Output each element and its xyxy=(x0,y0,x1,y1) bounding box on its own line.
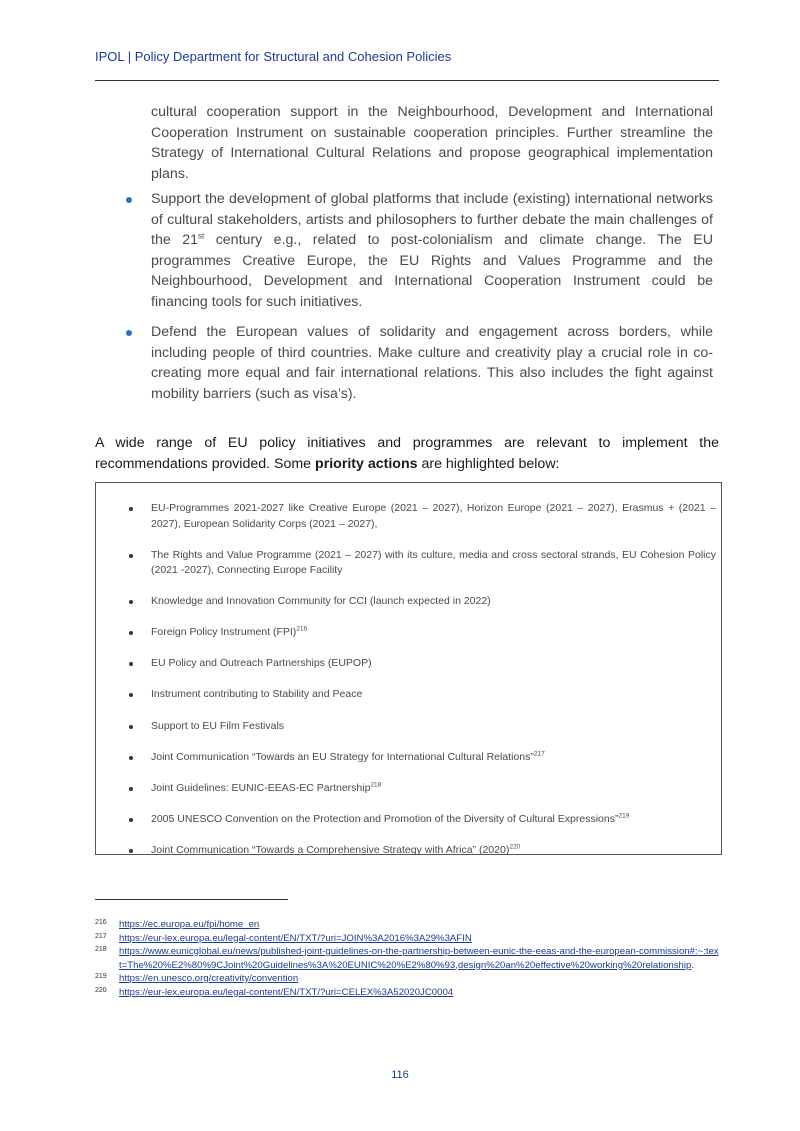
priority-item-text: Foreign Policy Instrument (FPI) xyxy=(151,626,297,639)
priority-item-text: 2005 UNESCO Convention on the Protection and Promotion of the Diversity of Cultural Expressions” xyxy=(151,812,619,825)
bullet-icon xyxy=(129,507,133,511)
bullet-icon xyxy=(129,631,133,635)
priority-item-text: Joint Communication “Towards a Comprehensive Strategy with Africa” (2020) xyxy=(151,843,510,855)
priority-item xyxy=(96,548,721,579)
priority-item xyxy=(96,594,721,610)
bullet-icon xyxy=(126,330,132,336)
priority-item-text: Joint Guidelines: EUNIC-EEAS-EC Partnership xyxy=(151,781,371,794)
footnote-link[interactable]: https://eur-lex.europa.eu/legal-content/EN/TXT/?uri=CELEX%3A52020JC0004 xyxy=(119,986,454,998)
bullet-icon xyxy=(126,197,132,203)
footnote xyxy=(95,932,720,946)
footnote-link[interactable]: https://eur-lex.europa.eu/legal-content/EN/TXT/?uri=JOIN%3A2016%3A29%3AFIN xyxy=(119,932,472,944)
intro-paragraph xyxy=(95,433,719,474)
bullet-icon xyxy=(129,693,133,697)
footnote-divider xyxy=(95,899,288,900)
footnote xyxy=(95,945,720,972)
list-item-text: Defend the European values of solidarity and engagement across borders, while including people of third countries. Make culture and creativity play a crucial role in co-creating more equal and fair international relations. This also includes the fight against mobility barriers (such as visa’s). xyxy=(151,324,713,402)
priority-item xyxy=(96,812,721,828)
priority-item-text: Joint Communication “Towards an EU Strategy for International Cultural Relations” xyxy=(151,750,534,763)
list-item xyxy=(95,189,713,312)
intro-text: A wide range of EU policy initiatives and programmes are relevant to implement the recommendations provided. Some xyxy=(95,435,719,472)
priority-item xyxy=(96,625,721,641)
priority-item xyxy=(96,656,721,672)
continued-bullet-text: cultural cooperation support in the Neighbourhood, Development and International Cooperation Instrument on sustainable cooperation principles. Further streamline the Strategy of International Cultural Relations and propose geographical implementation plans. xyxy=(151,104,713,182)
footnote-number: 217 xyxy=(95,932,107,940)
footnote-number: 218 xyxy=(95,946,107,953)
footnote xyxy=(95,918,720,932)
bullet-icon xyxy=(129,554,133,558)
bullet-icon xyxy=(129,756,133,760)
bullet-icon xyxy=(129,600,133,604)
priority-actions-list xyxy=(96,501,721,855)
footnote xyxy=(95,986,720,1000)
footnote-number: 220 xyxy=(95,986,107,994)
footnote-ref[interactable]: 216 xyxy=(296,625,308,633)
footnote-trailing: . xyxy=(691,959,695,971)
priority-item-text: Support to EU Film Festivals xyxy=(151,719,285,732)
priority-item xyxy=(96,719,721,735)
footnote-number: 219 xyxy=(95,973,107,980)
footnote-ref[interactable]: 217 xyxy=(533,750,545,758)
priority-item-text: The Rights and Value Programme (2021 – 2027) with its culture, media and cross sectoral strands, EU Cohesion Policy (2021 -2027), Connecting Europe Facility xyxy=(151,548,716,577)
bullet-icon xyxy=(129,849,133,853)
priority-item xyxy=(96,843,721,855)
footnote-link[interactable]: https://en.unesco.org/creativity/convention xyxy=(119,973,299,984)
priority-item-text: Knowledge and Innovation Community for CCI (launch expected in 2022) xyxy=(151,595,491,608)
priority-actions-box xyxy=(95,482,722,855)
bullet-icon xyxy=(129,818,133,822)
bullet-icon xyxy=(129,662,133,666)
footnote-list xyxy=(95,918,720,999)
intro-text: are highlighted below: xyxy=(417,455,560,472)
list-item xyxy=(95,322,713,404)
bullet-icon xyxy=(129,787,133,791)
list-item-text: Support the development of global platforms that include (existing) international networks of cultural stakeholders, artists and philosophers to further debate the main challenges of the 21 xyxy=(151,191,713,248)
running-header: IPOL | Policy Department for Structural and Cohesion Policies xyxy=(95,49,452,64)
page-number: 116 xyxy=(391,1069,409,1081)
list-item-text: century e.g., related to post-colonialism and climate change. The EU programmes Creative Europe, the EU Rights and Values Programme and the Neighbourhood, Development and International Cooperation Instrument could be financing tools for such initiatives. xyxy=(151,232,713,310)
priority-item xyxy=(96,687,721,703)
priority-item-text: Instrument contributing to Stability and Peace xyxy=(151,688,363,701)
priority-item xyxy=(96,781,721,797)
footnote-ref[interactable]: 220 xyxy=(509,843,521,851)
footnote-ref[interactable]: 218 xyxy=(370,781,382,789)
header-divider xyxy=(95,80,719,81)
footnote-ref[interactable]: 219 xyxy=(618,812,630,820)
footnote xyxy=(95,972,720,986)
recommendation-list xyxy=(95,189,713,414)
priority-item xyxy=(96,501,721,532)
priority-item-text: EU-Programmes 2021-2027 like Creative Europe (2021 – 2027), Horizon Europe (2021 – 2027), Erasmus + (2021 – 2027), European Solidarity Corps (2021 – 2027), xyxy=(151,502,716,530)
footnote-link[interactable]: https://ec.europa.eu/fpi/home_en xyxy=(119,919,260,930)
ordinal-suffix: st xyxy=(197,231,205,241)
footnote-link[interactable]: https://www.eunicglobal.eu/news/published-joint-guidelines-on-the-partnership-between-eunic-the-eeas-and-the-european-commission#:~:text=The%20%E2%80%9CJoint%20Guidelines%3A%20EUNIC%20%E2%80%93,design%20an%20effective%20working%20relationship xyxy=(119,946,719,971)
priority-item xyxy=(96,750,721,766)
intro-bold: priority actions xyxy=(315,455,418,472)
priority-item-text: EU Policy and Outreach Partnerships (EUPOP) xyxy=(151,657,372,670)
footnote-number: 216 xyxy=(95,919,107,926)
bullet-icon xyxy=(129,725,133,729)
